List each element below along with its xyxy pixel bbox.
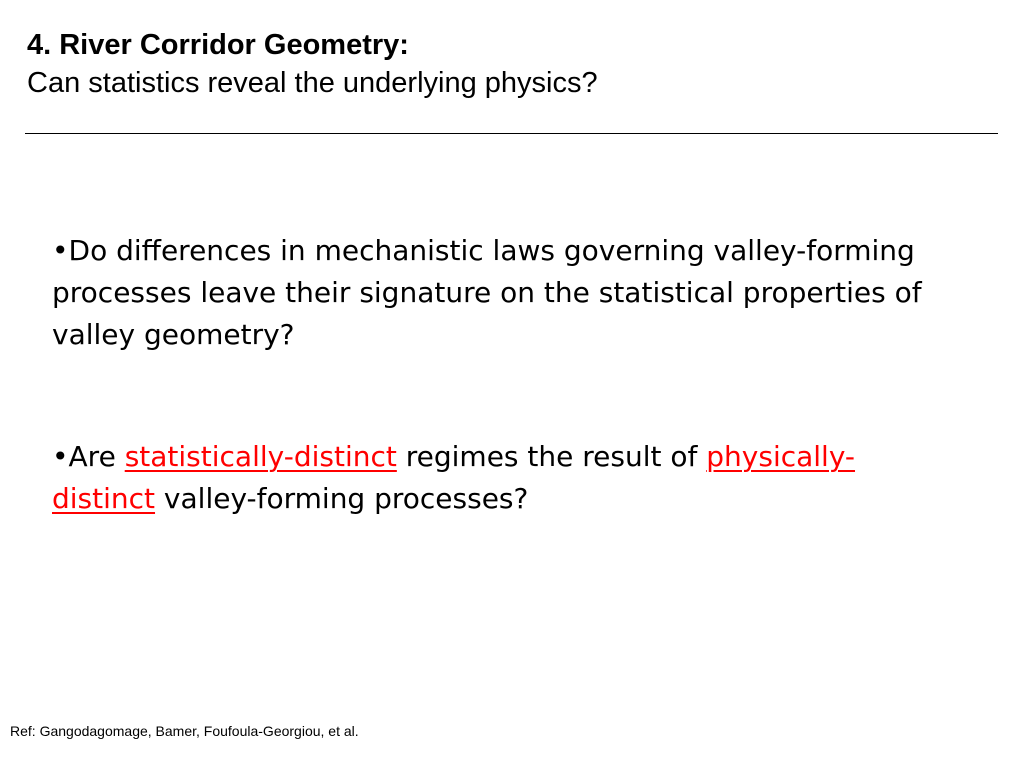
bullet-item-1: •Do differences in mechanistic laws governing valley-forming processes leave their signature on the statistical properties of valley geometry? [52, 234, 922, 351]
title-heading: 4. River Corridor Geometry: [27, 29, 409, 61]
bullet-2-suffix: valley-forming processes? [155, 482, 529, 515]
reference-footer: Ref: Gangodagomage, Bamer, Foufoula-Georgiou, et al. [10, 723, 359, 739]
title-subheading: Can statistics reveal the underlying physics? [27, 67, 598, 99]
bullet-item-2 [52, 436, 952, 520]
slide-title [27, 26, 987, 102]
bullet-2-middle: regimes the result of [396, 440, 707, 473]
bullet-list [52, 230, 952, 520]
highlight-statistically-distinct: statistically-distinct [124, 440, 397, 473]
highlight-physically-distinct: physically-distinct [52, 440, 856, 515]
title-divider [25, 133, 998, 134]
bullet-2-prefix: •Are [52, 440, 125, 473]
